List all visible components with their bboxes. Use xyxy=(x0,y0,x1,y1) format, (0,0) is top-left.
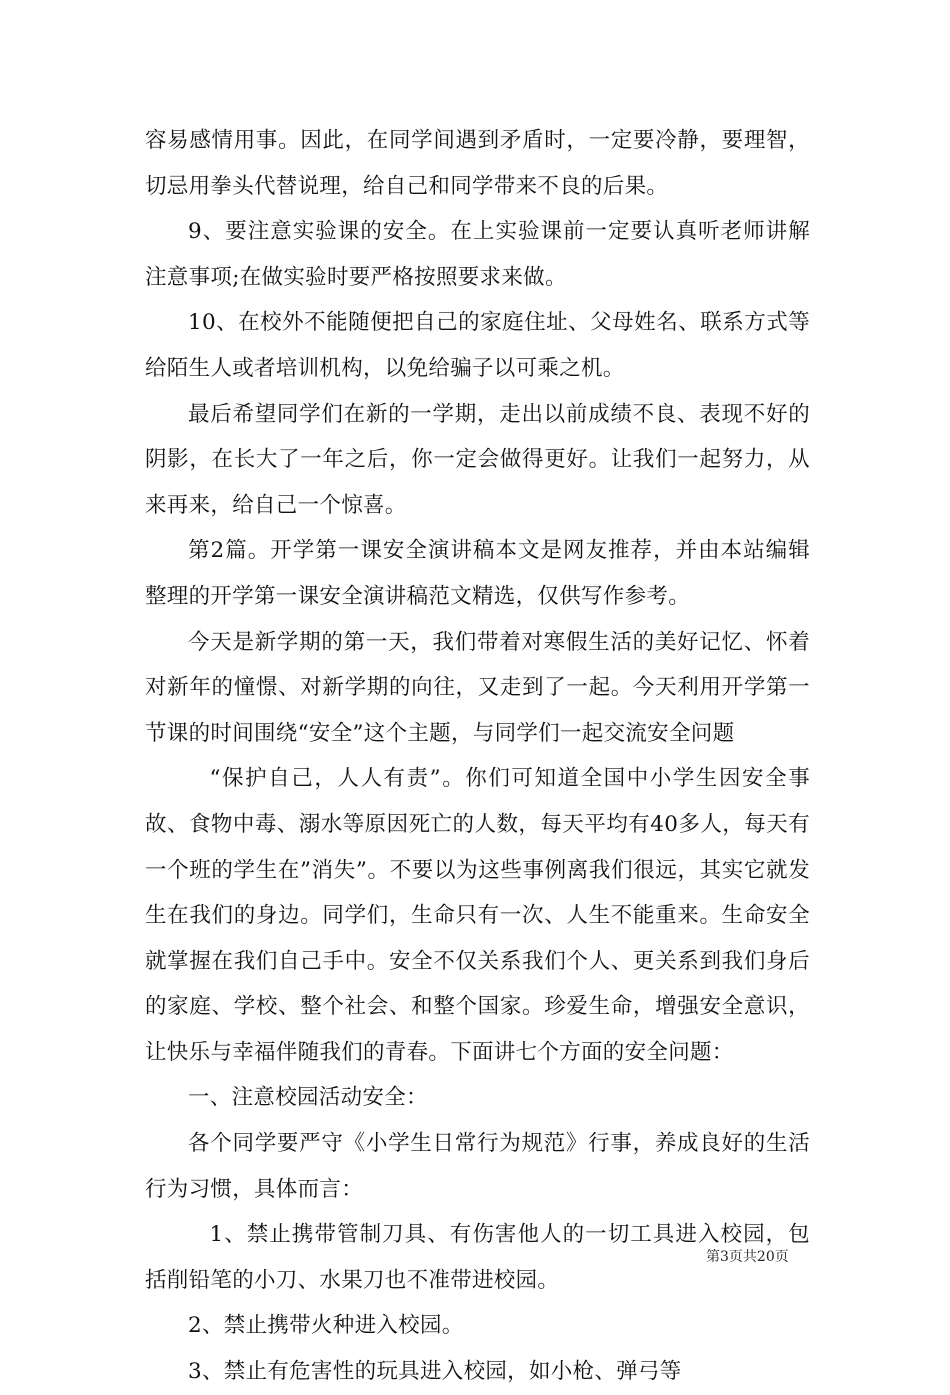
list-item-3: 3、禁止有危害性的玩具进入校园，如小枪、弹弓等 xyxy=(188,1359,682,1385)
paragraph-item-10: 10、在校外不能随便把自己的家庭住址、父母姓名、联系方式等给陌生人或者培训机构，以免给骗子以可乘之机。 xyxy=(145,310,810,381)
list-item-2: 2、禁止携带火种进入校园。 xyxy=(188,1313,464,1339)
paragraph-code-of-conduct: 各个同学要严守《小学生日常行为规范》行事，养成良好的生活行为习惯，具体而言： xyxy=(145,1131,810,1202)
section-heading-campus-safety: 一、注意校园活动安全： xyxy=(188,1085,428,1111)
paragraph-self-protection: “保护自己，人人有责”。你们可知道全国中小学生因安全事故、食物中毒、溺水等原因死亡的人数，每天平均有40多人，每天有一个班的学生在”消失”。不要以为这些事例离我们很远，其实它就发生在我们的身边。同学们，生命只有一次、人生不能重来。生命安全就掌握在我们自己手中。安全不仅关系我们个人、更关系到我们身后的家庭、学校、整个社会、和整个国家。珍爱生命，增强安全意识，让快乐与幸福伴随我们的青春。下面讲七个方面的安全问题： xyxy=(145,766,810,1065)
paragraph-closing-wish: 最后希望同学们在新的一学期，走出以前成绩不良、表现不好的阴影，在长大了一年之后，你一定会做得更好。让我们一起努力，从来再来，给自己一个惊喜。 xyxy=(145,401,810,518)
paragraph-continuation: 容易感情用事。因此，在同学间遇到矛盾时，一定要冷静，要理智，切忌用拳头代替说理，给自己和同学带来不良的后果。 xyxy=(145,128,810,199)
paragraph-article-2-intro: 第2篇。开学第一课安全演讲稿本文是网友推荐，并由本站编辑整理的开学第一课安全演讲稿范文精选，仅供写作参考。 xyxy=(145,538,810,609)
page-number: 第3页共20页 xyxy=(706,1249,789,1265)
list-item-1: 1、禁止携带管制刀具、有伤害他人的一切工具进入校园，包括削铅笔的小刀、水果刀也不准带进校园。 xyxy=(145,1222,810,1293)
paragraph-item-9: 9、要注意实验课的安全。在上实验课前一定要认真听老师讲解注意事项;在做实验时要严格按照要求来做。 xyxy=(145,219,810,290)
body-text xyxy=(145,118,810,1395)
paragraph-new-semester: 今天是新学期的第一天，我们带着对寒假生活的美好记忆、怀着对新年的憧憬、对新学期的向往，又走到了一起。今天利用开学第一节课的时间围绕“安全”这个主题，与同学们一起交流安全问题 xyxy=(145,629,810,746)
